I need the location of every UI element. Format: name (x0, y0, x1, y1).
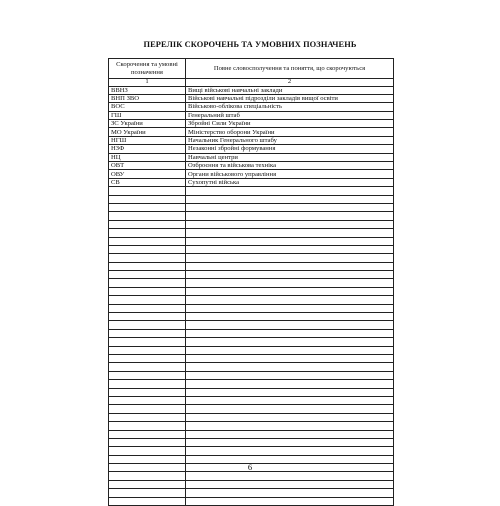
empty-table-row (109, 338, 394, 346)
table-row (109, 136, 394, 144)
empty-cell (186, 371, 394, 379)
empty-table-row (109, 304, 394, 312)
empty-cell (186, 304, 394, 312)
table-row (109, 111, 394, 119)
empty-cell (186, 187, 394, 195)
empty-table-row (109, 438, 394, 446)
empty-cell (109, 245, 186, 253)
empty-cell (109, 355, 186, 363)
abbr-cell: ВНП ЗВО (109, 94, 186, 102)
empty-cell (109, 313, 186, 321)
empty-cell (186, 296, 394, 304)
empty-table-row (109, 472, 394, 480)
empty-cell (186, 422, 394, 430)
abbreviations-table (108, 58, 394, 506)
empty-cell (109, 287, 186, 295)
empty-cell (109, 405, 186, 413)
empty-cell (186, 212, 394, 220)
empty-cell (186, 338, 394, 346)
empty-cell (186, 430, 394, 438)
abbr-cell: ВОС (109, 103, 186, 111)
table-row (109, 103, 394, 111)
empty-cell (186, 346, 394, 354)
empty-table-row (109, 313, 394, 321)
empty-cell (109, 363, 186, 371)
empty-table-row (109, 346, 394, 354)
empty-cell (109, 346, 186, 354)
empty-cell (186, 287, 394, 295)
empty-table-row (109, 229, 394, 237)
empty-cell (186, 237, 394, 245)
empty-cell (186, 472, 394, 480)
empty-table-row (109, 279, 394, 287)
full-cell: Збройні Сили України (186, 120, 394, 128)
empty-table-row (109, 480, 394, 488)
abbr-cell: НЗФ (109, 145, 186, 153)
empty-cell (186, 313, 394, 321)
empty-cell (109, 220, 186, 228)
empty-table-row (109, 380, 394, 388)
table-row (109, 170, 394, 178)
empty-table-row (109, 396, 394, 404)
empty-cell (186, 438, 394, 446)
full-cell: Органи військового управління (186, 170, 394, 178)
abbr-cell: ЗС України (109, 120, 186, 128)
empty-table-row (109, 212, 394, 220)
empty-table-row (109, 296, 394, 304)
empty-cell (109, 237, 186, 245)
full-cell: Військово-облікова спеціальність (186, 103, 394, 111)
empty-table-row (109, 489, 394, 497)
empty-table-row (109, 363, 394, 371)
empty-table-row (109, 447, 394, 455)
empty-table-row (109, 329, 394, 337)
abbr-cell: МО України (109, 128, 186, 136)
empty-cell (109, 413, 186, 421)
empty-cell (109, 203, 186, 211)
empty-table-row (109, 254, 394, 262)
empty-cell (186, 447, 394, 455)
empty-table-row (109, 413, 394, 421)
table-row (109, 128, 394, 136)
table-row (109, 153, 394, 161)
empty-cell (186, 229, 394, 237)
table-row (109, 145, 394, 153)
empty-table-row (109, 321, 394, 329)
empty-cell (109, 304, 186, 312)
full-cell: Озброєння та військова техніка (186, 162, 394, 170)
abbr-cell: ОВТ (109, 162, 186, 170)
empty-table-row (109, 430, 394, 438)
empty-table-row (109, 355, 394, 363)
empty-cell (109, 396, 186, 404)
empty-table-row (109, 187, 394, 195)
page-title: ПЕРЕЛІК СКОРОЧЕНЬ ТА УМОВНИХ ПОЗНАЧЕНЬ (143, 40, 357, 49)
empty-cell (109, 438, 186, 446)
empty-cell (186, 220, 394, 228)
empty-cell (109, 187, 186, 195)
empty-cell (109, 430, 186, 438)
column-number: 1 (109, 79, 186, 87)
page-number: 6 (247, 462, 253, 472)
table-row (109, 86, 394, 94)
full-cell: Вищі військові навчальні заклади (186, 86, 394, 94)
empty-table-row (109, 220, 394, 228)
empty-table-row (109, 371, 394, 379)
column-number: 2 (186, 79, 394, 87)
empty-cell (109, 212, 186, 220)
empty-table-row (109, 237, 394, 245)
table-row (109, 120, 394, 128)
empty-cell (109, 229, 186, 237)
empty-cell (109, 254, 186, 262)
empty-cell (109, 195, 186, 203)
table-row (109, 178, 394, 186)
empty-cell (109, 422, 186, 430)
full-cell: Міністерство оборони України (186, 128, 394, 136)
empty-cell (186, 271, 394, 279)
full-cell: Військові навчальні підрозділи закладів вищої освіти (186, 94, 394, 102)
empty-cell (186, 262, 394, 270)
empty-cell (109, 279, 186, 287)
empty-cell (186, 489, 394, 497)
empty-cell (109, 296, 186, 304)
empty-cell (186, 497, 394, 505)
empty-table-row (109, 422, 394, 430)
empty-table-row (109, 271, 394, 279)
empty-cell (109, 271, 186, 279)
empty-cell (186, 321, 394, 329)
empty-cell (186, 329, 394, 337)
empty-cell (109, 321, 186, 329)
empty-cell (186, 388, 394, 396)
empty-table-row (109, 245, 394, 253)
abbr-cell: НЦ (109, 153, 186, 161)
full-cell: Незаконні збройні формування (186, 145, 394, 153)
abbr-cell: СВ (109, 178, 186, 186)
empty-cell (109, 329, 186, 337)
full-cell: Начальник Генерального штабу (186, 136, 394, 144)
empty-cell (109, 371, 186, 379)
header-full-meaning: Повне словосполучення та поняття, що скорочуються (186, 59, 394, 79)
empty-cell (109, 380, 186, 388)
empty-table-row (109, 287, 394, 295)
empty-cell (186, 363, 394, 371)
abbr-cell: ОВУ (109, 170, 186, 178)
empty-cell (186, 203, 394, 211)
full-cell: Навчальні центри (186, 153, 394, 161)
abbr-cell: ГШ (109, 111, 186, 119)
table-row (109, 162, 394, 170)
empty-cell (186, 279, 394, 287)
empty-cell (109, 338, 186, 346)
empty-cell (186, 405, 394, 413)
empty-table-row (109, 497, 394, 505)
empty-cell (109, 388, 186, 396)
empty-cell (186, 245, 394, 253)
empty-table-row (109, 388, 394, 396)
empty-cell (186, 380, 394, 388)
empty-table-row (109, 405, 394, 413)
empty-cell (186, 396, 394, 404)
empty-cell (186, 195, 394, 203)
empty-table-row (109, 203, 394, 211)
abbr-cell: ВВНЗ (109, 86, 186, 94)
empty-cell (186, 355, 394, 363)
header-abbreviation: Скорочення та умовні позначення (109, 59, 186, 79)
empty-cell (109, 497, 186, 505)
empty-table-row (109, 262, 394, 270)
empty-cell (186, 254, 394, 262)
abbr-cell: НГШ (109, 136, 186, 144)
column-number-row (109, 79, 394, 87)
empty-cell (109, 480, 186, 488)
full-cell: Сухопутні війська (186, 178, 394, 186)
table-row (109, 94, 394, 102)
empty-table-row (109, 195, 394, 203)
empty-cell (109, 262, 186, 270)
empty-cell (109, 489, 186, 497)
full-cell: Генеральний штаб (186, 111, 394, 119)
empty-cell (109, 472, 186, 480)
empty-cell (186, 413, 394, 421)
empty-cell (109, 447, 186, 455)
table-header-row (109, 59, 394, 79)
empty-cell (186, 480, 394, 488)
